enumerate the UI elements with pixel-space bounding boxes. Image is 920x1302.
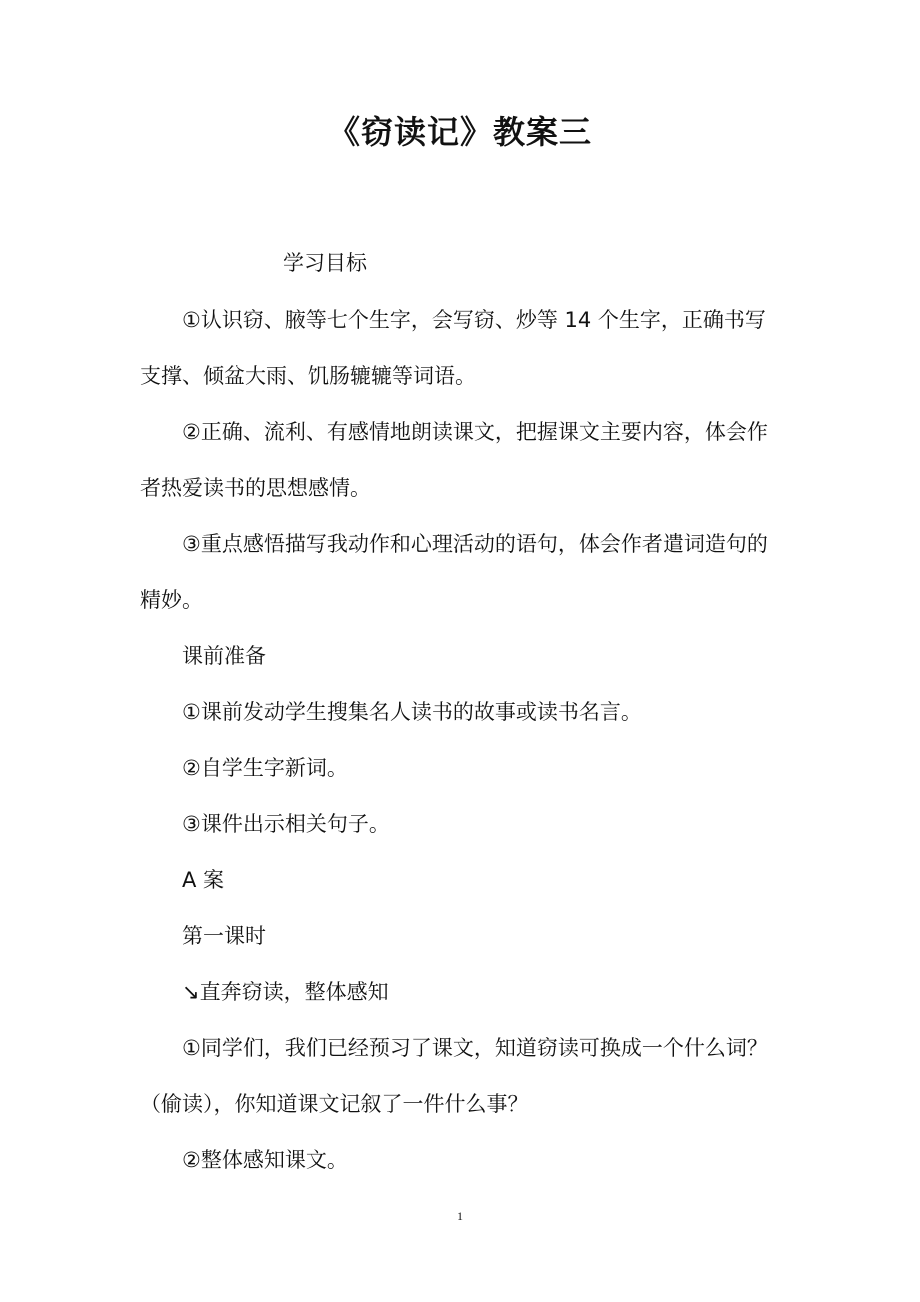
section-heading: ↘直奔窃读，整体感知: [182, 980, 389, 1004]
step-2: ②整体感知课文。: [182, 1148, 348, 1172]
preparation-item-2: ②自学生字新词。: [182, 756, 348, 780]
goal-1-line-1: ①认识窃、腋等七个生字，会写窃、炒等 14 个生字，正确书写: [182, 308, 766, 332]
goal-2-line-2: 者热爱读书的思想感情。: [140, 476, 371, 500]
document-title: 《窃读记》教案三: [327, 113, 592, 151]
goal-3-line-1: ③重点感悟描写我动作和心理活动的语句，体会作者遣词造句的: [182, 532, 768, 556]
step-1-line-2: （偷读），你知道课文记叙了一件什么事？: [140, 1092, 529, 1116]
plan-a-heading: A 案: [182, 868, 225, 892]
goal-1-line-2: 支撑、倾盆大雨、饥肠辘辘等词语。: [140, 364, 476, 388]
goal-2-line-1: ②正确、流利、有感情地朗读课文，把握课文主要内容，体会作: [182, 420, 768, 444]
step-1-line-1: ①同学们，我们已经预习了课文，知道窃读可换成一个什么词？: [182, 1036, 768, 1060]
preparation-item-1: ①课前发动学生搜集名人读书的故事或读书名言。: [182, 700, 642, 724]
goal-3-line-2: 精妙。: [140, 588, 203, 612]
learning-goals-heading: 学习目标: [283, 251, 367, 275]
preparation-heading: 课前准备: [182, 644, 266, 668]
preparation-item-3: ③课件出示相关句子。: [182, 812, 390, 836]
page-number: 1: [457, 1209, 463, 1223]
lesson-heading: 第一课时: [182, 924, 266, 948]
